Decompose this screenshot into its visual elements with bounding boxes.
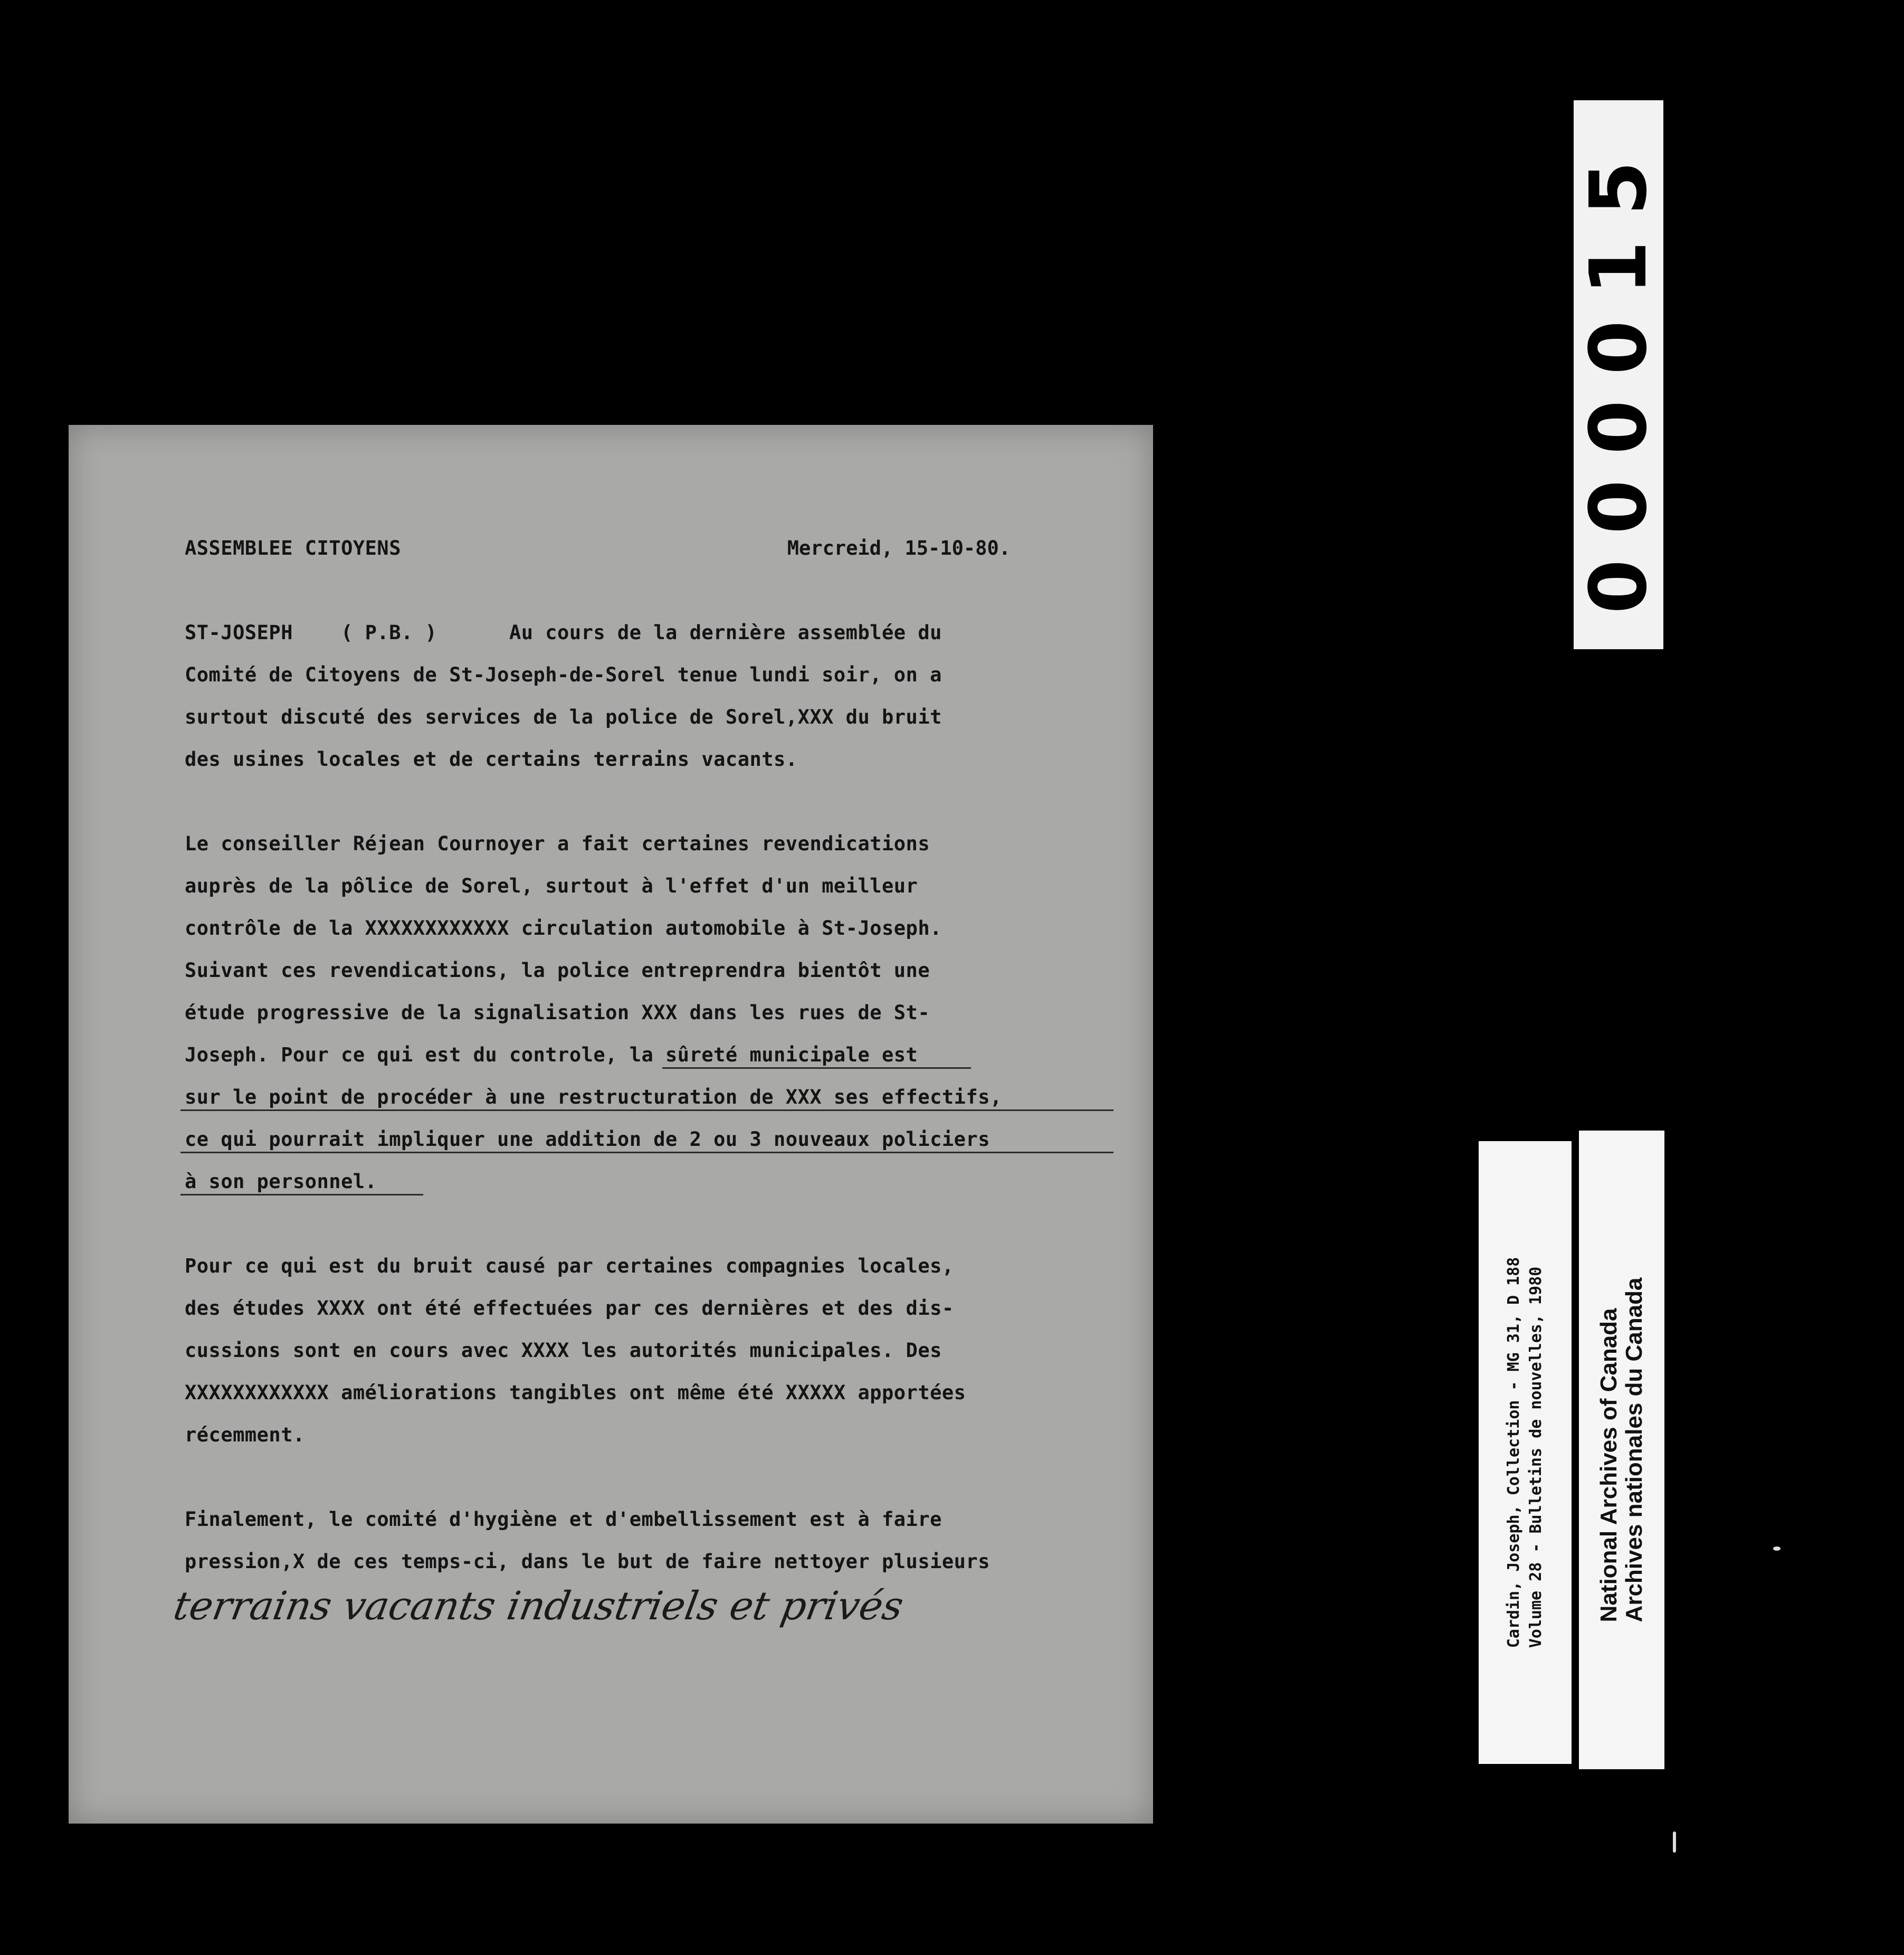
microfilm-frame-number: [1574, 100, 1663, 649]
handwritten-annotation: terrains vacants industriels et privés: [170, 1583, 907, 1629]
paragraph-1-line-3: surtout discuté des services de la police de Sorel,XXX du bruit: [185, 706, 942, 728]
paragraph-2-line-5: étude progressive de la signalisation XXX dans les rues de St-: [185, 1001, 930, 1024]
paragraph-1-line-2: Comité de Citoyens de St-Joseph-de-Sorel tenue lundi soir, on a: [185, 663, 942, 686]
paragraph-3-line-5: récemment.: [185, 1423, 305, 1446]
paragraph-4-line-2: pression,X de ces temps-ci, dans le but de faire nettoyer plusieurs: [185, 1550, 990, 1573]
paragraph-2-line-7: sur le point de procéder à une restructuration de XXX ses effectifs,: [185, 1086, 1002, 1108]
handwritten-underline: [180, 1152, 1113, 1153]
paragraph-3-line-1: Pour ce qui est du bruit causé par certaines compagnies locales,: [185, 1255, 954, 1277]
archives-label-text: [1596, 1278, 1647, 1622]
reference-line-2: Volume 28 - Bulletins de nouvelles, 1980: [1527, 1266, 1545, 1648]
reference-line-1: Cardin, Joseph, Collection - MG 31, D 188: [1505, 1257, 1523, 1648]
paragraph-2-line-8: ce qui pourrait impliquer une addition de 2 ou 3 nouveaux policiers: [185, 1128, 990, 1151]
paragraph-3-line-3: cussions sont en cours avec XXXX les autorités municipales. Des: [185, 1339, 942, 1362]
frame-number-text: 000015: [1573, 136, 1664, 614]
paragraph-1-line-4: des usines locales et de certains terrains vacants.: [185, 748, 798, 771]
paragraph-4-line-1: Finalement, le comité d'hygiène et d'embellissement est à faire: [185, 1508, 942, 1531]
archives-line-english: National Archives of Canada: [1596, 1308, 1622, 1622]
film-scratch: [1673, 1831, 1676, 1853]
paragraph-2-line-2: auprès de la pôlice de Sorel, surtout à l'effet d'un meilleur: [185, 875, 918, 897]
paragraph-1-line-1: ST-JOSEPH ( P.B. ) Au cours de la dernière assemblée du: [185, 621, 942, 644]
paragraph-2-line-6: Joseph. Pour ce qui est du controle, la sûreté municipale est: [185, 1043, 918, 1066]
paragraph-2-line-1: Le conseiller Réjean Cournoyer a fait certaines revendications: [185, 832, 930, 855]
paragraph-3-line-4: XXXXXXXXXXXX améliorations tangibles ont même été XXXXX apportées: [185, 1381, 966, 1404]
handwritten-underline: [180, 1109, 1113, 1111]
handwritten-underline: [180, 1194, 423, 1195]
paragraph-2-line-4: Suivant ces revendications, la police entreprendra bientôt une: [185, 959, 930, 982]
collection-reference-label: [1479, 1141, 1572, 1764]
collection-reference-text: [1503, 1257, 1547, 1648]
typed-document-page: [69, 425, 1153, 1824]
document-header-title: ASSEMBLEE CITOYENS: [185, 537, 401, 559]
archives-label: [1579, 1131, 1664, 1769]
paragraph-2-line-3: contrôle de la XXXXXXXXXXXX circulation automobile à St-Joseph.: [185, 917, 942, 939]
archives-line-french: Archives nationales du Canada: [1621, 1277, 1647, 1622]
paragraph-2-line-9: à son personnel.: [185, 1170, 377, 1193]
document-header-date: Mercreid, 15-10-80.: [787, 537, 1011, 559]
paragraph-3-line-2: des études XXXX ont été effectuées par ces dernières et des dis-: [185, 1297, 954, 1320]
handwritten-underline: [662, 1067, 971, 1069]
film-speck: [1773, 1546, 1781, 1551]
